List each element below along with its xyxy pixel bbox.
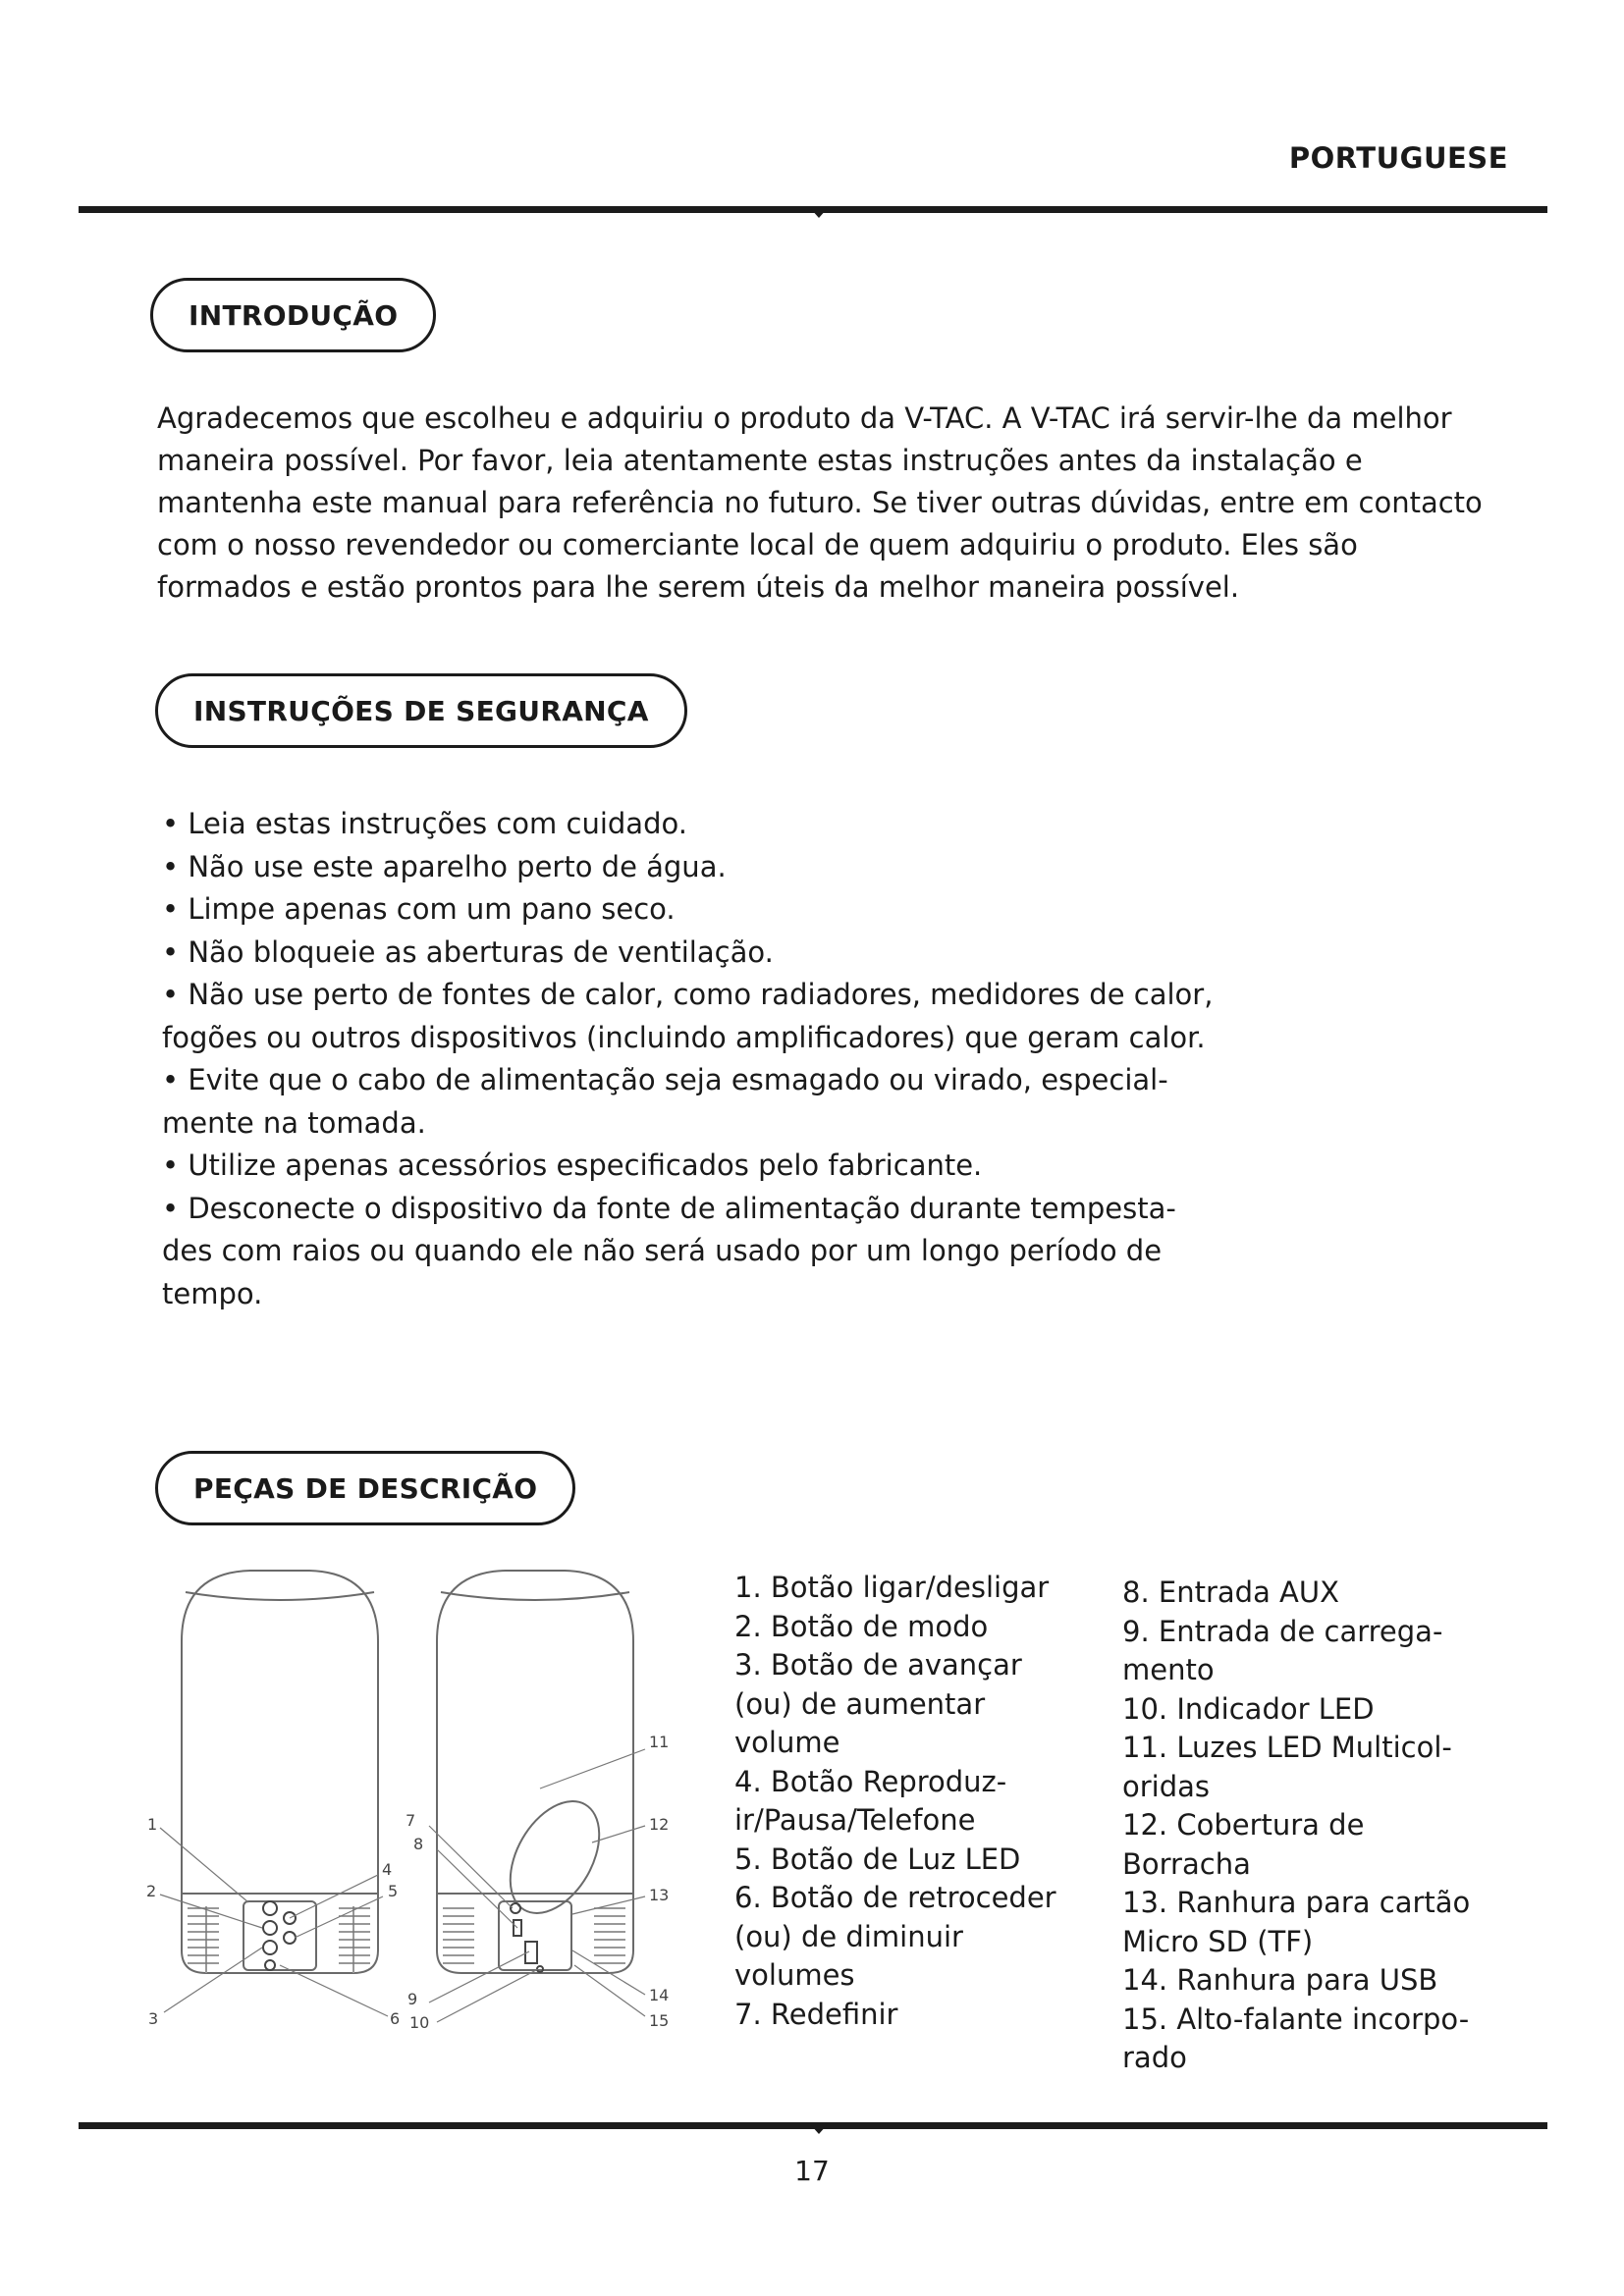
safety-item: • Não bloqueie as aberturas de ventilação. [162,932,1222,975]
part-item: 13. Ranhura para cartão Micro SD (TF) [1122,1886,1471,1958]
callout-1: 1 [147,1815,158,1834]
parts-list-right [1122,1574,1495,2078]
part-item: 3. Botão de avançar (ou) de aumentar volume [734,1648,1022,1759]
section-title-safety: INSTRUÇÕES DE SEGURANÇA [155,673,687,748]
safety-item: • Não use este aparelho perto de água. [162,846,1222,889]
safety-item: • Desconecte o dispositivo da fonte de alimentação durante tempesta-des com raios ou quando ele não será usado por um longo período de tempo. [162,1188,1222,1316]
callout-6: 6 [390,2009,401,2028]
parts-list-left [734,1569,1088,2034]
part-item: 6. Botão de retroceder (ou) de diminuir volumes [734,1881,1056,1992]
callout-12: 12 [649,1815,670,1834]
section-title-introduction: INTRODUÇÃO [150,278,436,352]
safety-item: • Leia estas instruções com cuidado. [162,803,1222,846]
part-item: 14. Ranhura para USB [1122,1963,1438,1997]
safety-item: • Limpe apenas com um pano seco. [162,888,1222,932]
callout-5: 5 [388,1882,399,1900]
bottom-divider [79,2122,1547,2129]
language-label: PORTUGUESE [1288,141,1508,175]
callout-11: 11 [649,1733,670,1751]
callout-4: 4 [382,1860,393,1879]
safety-list [162,803,1222,1315]
safety-item: • Utilize apenas acessórios especificados pelo fabricante. [162,1145,1222,1188]
part-item: 15. Alto-falante incorpo-rado [1122,2002,1470,2074]
part-item: 2. Botão de modo [734,1609,989,1643]
callout-2: 2 [146,1882,157,1900]
top-divider [79,206,1547,213]
part-item: 5. Botão de Luz LED [734,1842,1021,1876]
section-title-parts: PEÇAS DE DESCRIÇÃO [155,1451,575,1525]
speaker-diagram [142,1563,692,2054]
callout-10: 10 [409,2013,430,2032]
part-item: 10. Indicador LED [1122,1691,1375,1726]
callout-15: 15 [649,2011,670,2030]
part-item: 4. Botão Reproduz-ir/Pausa/Telefone [734,1764,1007,1837]
intro-paragraph: Agradecemos que escolheu e adquiriu o produto da V-TAC. A V-TAC irá servir-lhe da melhor maneira possível. Por favor, leia atentamente estas instruções antes da instalação e mantenha este manual para referência no futuro. Se tiver outras dúvidas, entre em contacto com o nosso revendedor ou comerciante local de quem adquiriu o produto. Eles são formados e estão prontos para lhe serem úteis da melhor maneira possível. [157,401,1483,604]
part-item: 9. Entrada de carrega-mento [1122,1614,1443,1686]
callout-14: 14 [649,1986,670,2004]
part-item: 11. Luzes LED Multicol-oridas [1122,1731,1452,1803]
callout-7: 7 [406,1811,416,1830]
callout-8: 8 [413,1835,424,1853]
part-item: 1. Botão ligar/desligar [734,1571,1050,1604]
part-item: 12. Cobertura de Borracha [1122,1808,1365,1881]
part-item: 7. Redefinir [734,1997,898,2031]
callout-13: 13 [649,1886,670,1904]
safety-item: • Evite que o cabo de alimentação seja esmagado ou virado, especial-mente na tomada. [162,1059,1222,1145]
page-number: 17 [794,2155,830,2187]
part-item: 8. Entrada AUX [1122,1575,1339,1609]
callout-3: 3 [148,2009,159,2028]
callout-9: 9 [407,1990,418,2008]
safety-item: • Não use perto de fontes de calor, como radiadores, medidores de calor, fogões ou outros dispositivos (incluindo amplificadores) que geram calor. [162,974,1222,1059]
